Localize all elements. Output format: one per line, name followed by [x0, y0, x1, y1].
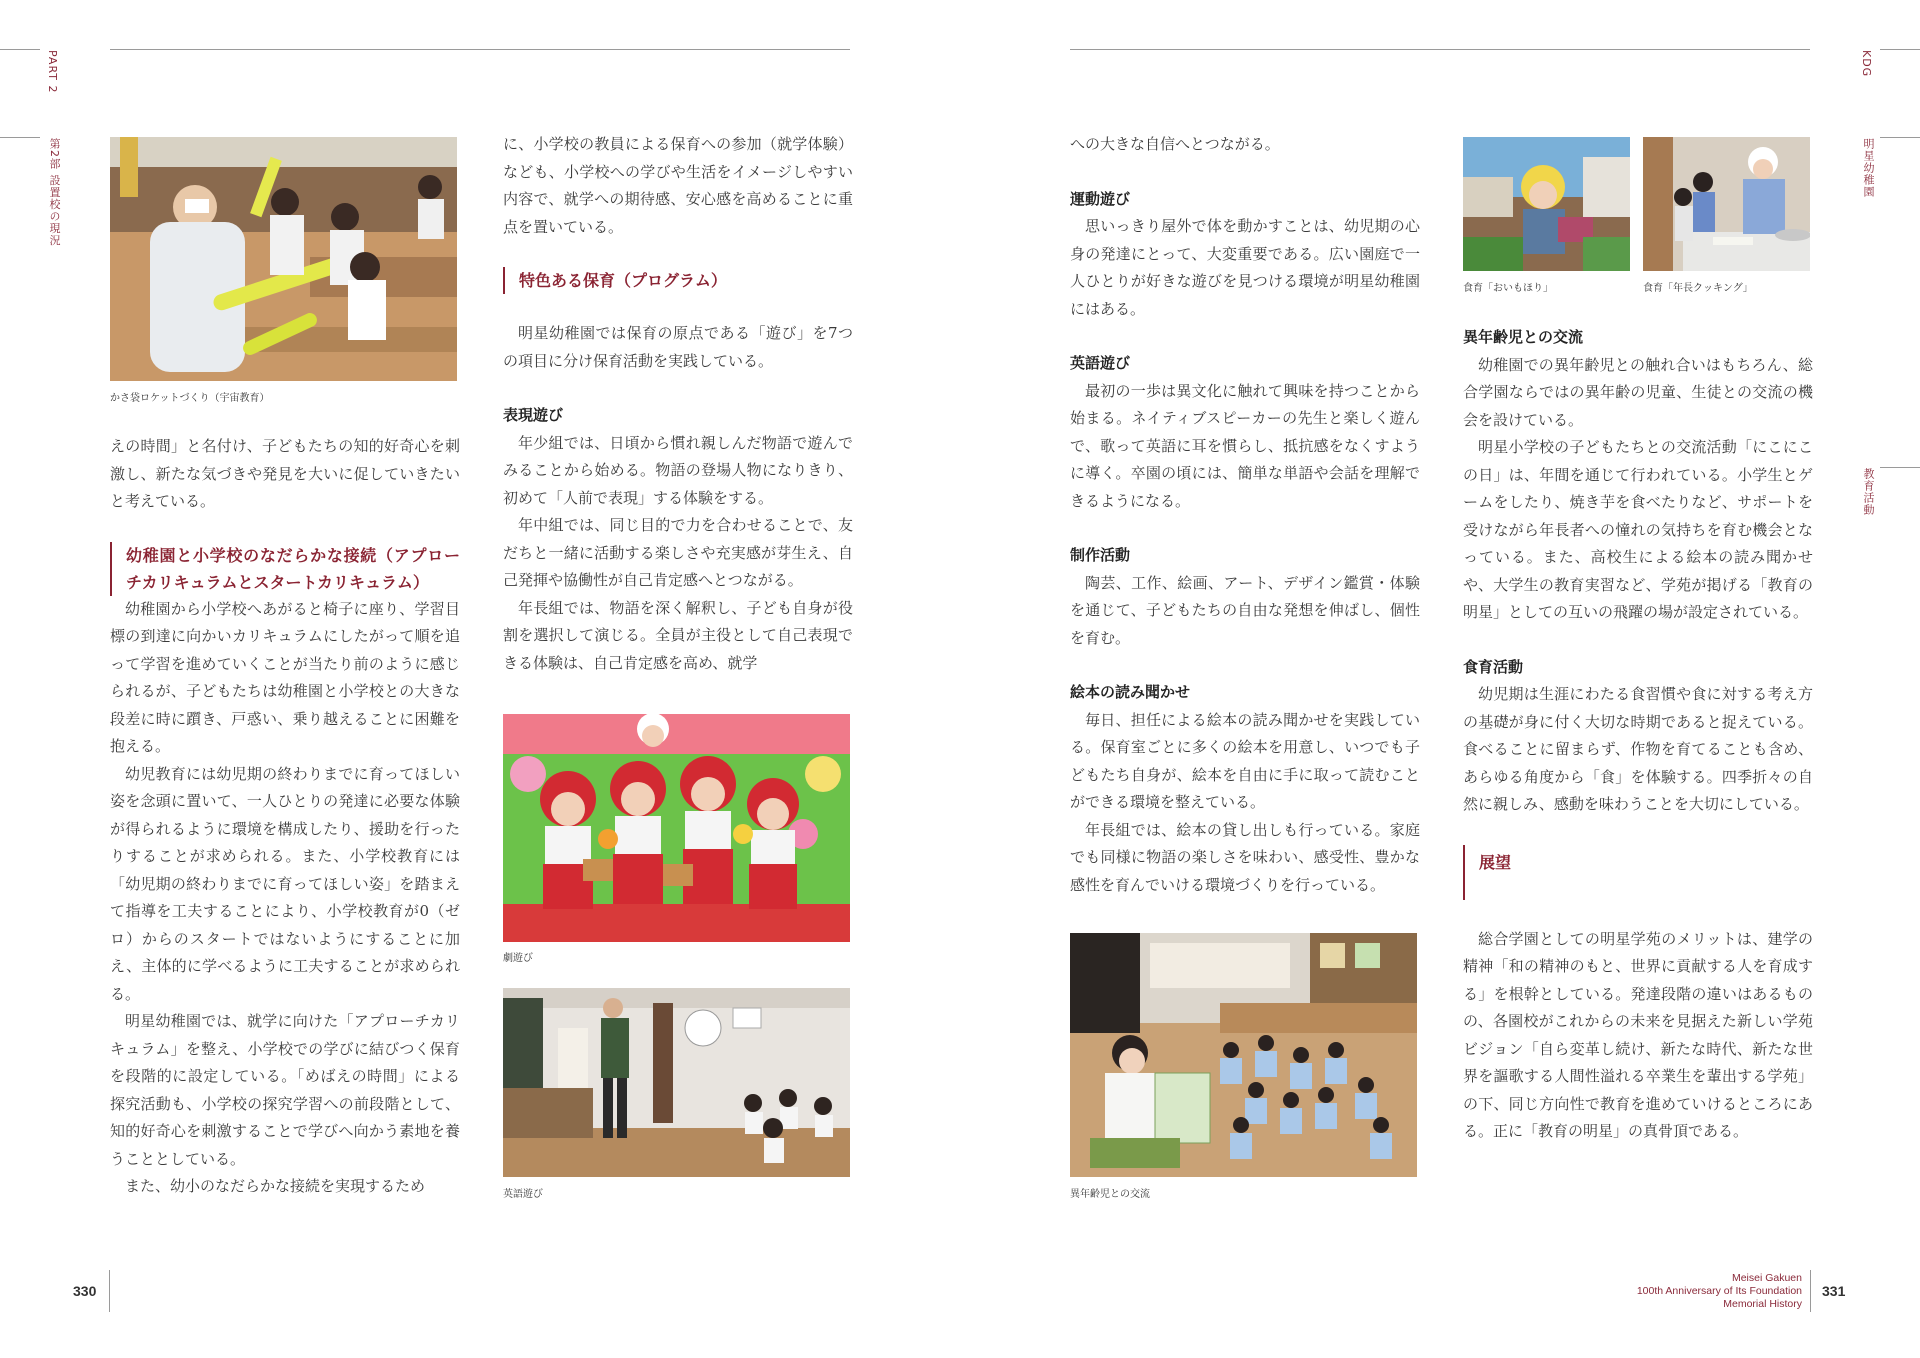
heading-picture-book: 絵本の読み聞かせ [1070, 683, 1191, 701]
side-part-label: PART 2 [46, 50, 59, 94]
photo-potato-digging [1463, 137, 1630, 271]
paragraph: 幼児教育には幼児期の終わりまでに育ってほしい姿を念頭に置いて、一人ひとりの発達に必要な体験が得られるように環境を構成したり、援助を行ったりすることが求められる。また、小学校教育には「幼児期の終わりまでに育ってほしい姿」を踏まえて指導を工夫することにより、小学校教育が0（ゼロ）からのスタートではないようにすることに加え、主体的に学べるように工夫することが求められる。 [110, 764, 460, 1003]
side-kdg-label: KDG [1860, 50, 1873, 78]
paragraph: 最初の一歩は異文化に触れて興味を持つことから始まる。ネイティブスピーカーの先生と楽しく遊んで、歌って英語に耳を慣らし、抵抗感をなくすように導く。卒園の頃には、簡単な単語や会話を理解できるようになる。 [1070, 381, 1420, 510]
paragraph: 総合学園としての明星学苑のメリットは、建学の精神「和の精神のもと、世界に貢献する人を育成する」を根幹としている。発達段階の違いはあるものの、各園校がこれからの未来を見据えた新しい学苑ビジョン「自ら変革し続け、新たな時代、新たな世界を謳歌する人間性溢れる卒業生を輩出する学苑」の下、同じ方向性で教育を進めていけるところにある。正に「教育の明星」の真骨頂である。 [1463, 929, 1813, 1140]
heading-motion: 運動遊び [1070, 189, 1131, 208]
caption-english: 英語遊び [503, 1189, 543, 1200]
right-column-3 [1070, 131, 1420, 899]
left-column-2 [503, 131, 853, 677]
book-credit [1502, 1272, 1802, 1311]
page-number-left: 330 [73, 1283, 97, 1299]
margin-mark-left-2 [0, 137, 40, 138]
caption-mixed-age: 異年齢児との交流 [1070, 1189, 1150, 1200]
heading-connection: 幼稚園と小学校のなだらかな接続（アプローチカリキュラムとスタートカリキュラム） [110, 542, 460, 596]
heading-mixed-age: 異年齢児との交流 [1463, 328, 1584, 346]
credit-line: 100th Anniversary of Its Foundation [1636, 1285, 1802, 1297]
left-column-1 [110, 433, 460, 1201]
photo-drama-play [503, 714, 850, 942]
paragraph: また、幼小のなだらかな接続を実現するため [125, 1177, 426, 1195]
margin-mark-right-2 [1880, 137, 1920, 138]
paragraph: 年中組では、同じ目的で力を合わせることで、友だちと一緒に活動する楽しさや充実感が芽生え、自己発揮や協働性が自己肯定感へとつながる。 [503, 516, 853, 589]
folio-rule-left [109, 1270, 110, 1312]
margin-mark-left-1 [0, 49, 40, 50]
caption-cooking: 食育「年長クッキング」 [1643, 283, 1753, 294]
heading-vision: 展望 [1463, 845, 1813, 900]
side-section-label: 教育活動 [1862, 468, 1875, 516]
caption-potato: 食育「おいもほり」 [1463, 283, 1553, 294]
top-rule-left [110, 49, 850, 50]
photo-english-play [503, 988, 850, 1177]
side-chapter-label: 第2部 設置校の現況 [48, 138, 61, 247]
paragraph: 明星小学校の子どもたちとの交流活動「にこにこの日」は、年間を通じて行われている。小学生とゲームをしたり、焼き芋を食べたりなど、サポートを受けながら年長者への憧れの気持ちを育む機会となっている。また、高校生による絵本の読み聞かせや、大学生の教育実習など、学苑が掲げる「教育の明星」としての互いの飛躍の場が設定されている。 [1463, 438, 1813, 621]
side-school-label: 明星幼稚園 [1862, 138, 1875, 198]
margin-mark-right-3 [1880, 467, 1920, 468]
paragraph: 年長組では、物語を深く解釈し、子ども自身が役割を選択して演じる。全員が主役として自己表現できる体験は、自己肯定感を高め、就学 [503, 598, 853, 672]
heading-food-education: 食育活動 [1463, 657, 1524, 676]
paragraph: 陶芸、工作、絵画、アート、デザイン鑑賞・体験を通じて、子どもたちの自由な発想を伸ばし、個性を育む。 [1070, 573, 1420, 647]
photo-rocket-making [110, 137, 457, 381]
caption-rocket: かさ袋ロケットづくり（宇宙教育） [110, 393, 270, 404]
margin-mark-right-1 [1880, 49, 1920, 50]
page-number-right: 331 [1822, 1283, 1846, 1299]
credit-line: Meisei Gakuen [1731, 1272, 1802, 1284]
paragraph: 幼稚園での異年齢児との触れ合いはもちろん、総合学園ならではの異年齢の児童、生徒との交流の機会を設けている。 [1463, 355, 1813, 429]
folio-rule-right [1810, 1270, 1811, 1312]
caption-drama: 劇遊び [503, 953, 533, 964]
top-rule-right [1070, 49, 1810, 50]
paragraph: 思いっきり屋外で体を動かすことは、幼児期の心身の発達にとって、大変重要である。広い園庭で一人ひとりが好きな遊びを見つける環境が明星幼稚園にはある。 [1070, 217, 1420, 318]
paragraph: 明星幼稚園では保育の原点である「遊び」を7つの項目に分け保育活動を実践している。 [503, 324, 853, 370]
right-column-4 [1463, 324, 1813, 1146]
paragraph: 幼稚園から小学校へあがると椅子に座り、学習目標の到達に向かいカリキュラムにしたがって順を追って学習を進めていくことが当たり前のように感じられるが、子どもたちは幼稚園と小学校との大きな段差に時に躓き、戸惑い、乗り越えることに困難を抱える。 [110, 599, 460, 755]
credit-line: Memorial History [1723, 1298, 1802, 1310]
photo-mixed-age-exchange [1070, 933, 1417, 1177]
heading-english: 英語遊び [1070, 354, 1131, 372]
paragraph: 明星幼稚園では、就学に向けた「アプローチカリキュラム」を整え、小学校での学びに結びつく保育を段階的に設定している。「めばえの時間」による探究活動も、小学校の探究学習への前段階として、知的好奇心を刺激することで学びへ向かう素地を養うこととしている。 [110, 1012, 460, 1168]
paragraph: への大きな自信へとつながる。 [1070, 135, 1280, 153]
paragraph: えの時間」と名付け、子どもたちの知的好奇心を刺激し、新たな気づきや発見を大いに促していきたいと考えている。 [110, 437, 460, 510]
paragraph: 年長組では、絵本の貸し出しも行っている。家庭でも同様に物語の楽しさを味わい、感受性、豊かな感性を育んでいける環境づくりを行っている。 [1070, 820, 1420, 894]
heading-program: 特色ある保育（プログラム） [503, 267, 853, 294]
paragraph: 年少組では、日頃から慣れ親しんだ物語で遊んでみることから始める。物語の登場人物になりきり、初めて「人前で表現」する体験をする。 [503, 433, 853, 507]
paragraph: 幼児期は生涯にわたる食習慣や食に対する考え方の基礎が身に付く大切な時期であると捉えている。食べることに留まらず、作物を育てることも含め、あらゆる角度から「食」を体験する。四季折々の自然に親しみ、感動を味わうことを大切にしている。 [1463, 685, 1813, 813]
heading-craft: 制作活動 [1070, 546, 1131, 564]
heading-expression: 表現遊び [503, 406, 564, 424]
paragraph: に、小学校の教員による保育への参加（就学体験）なども、小学校への学びや生活をイメージしやすい内容で、就学への期待感、安心感を高めることに重点を置いている。 [503, 135, 853, 236]
photo-cooking [1643, 137, 1810, 271]
paragraph: 毎日、担任による絵本の読み聞かせを実践している。保育室ごとに多くの絵本を用意し、いつでも子どもたち自身が、絵本を自由に手に取って読むことができる環境を整えている。 [1070, 710, 1420, 811]
